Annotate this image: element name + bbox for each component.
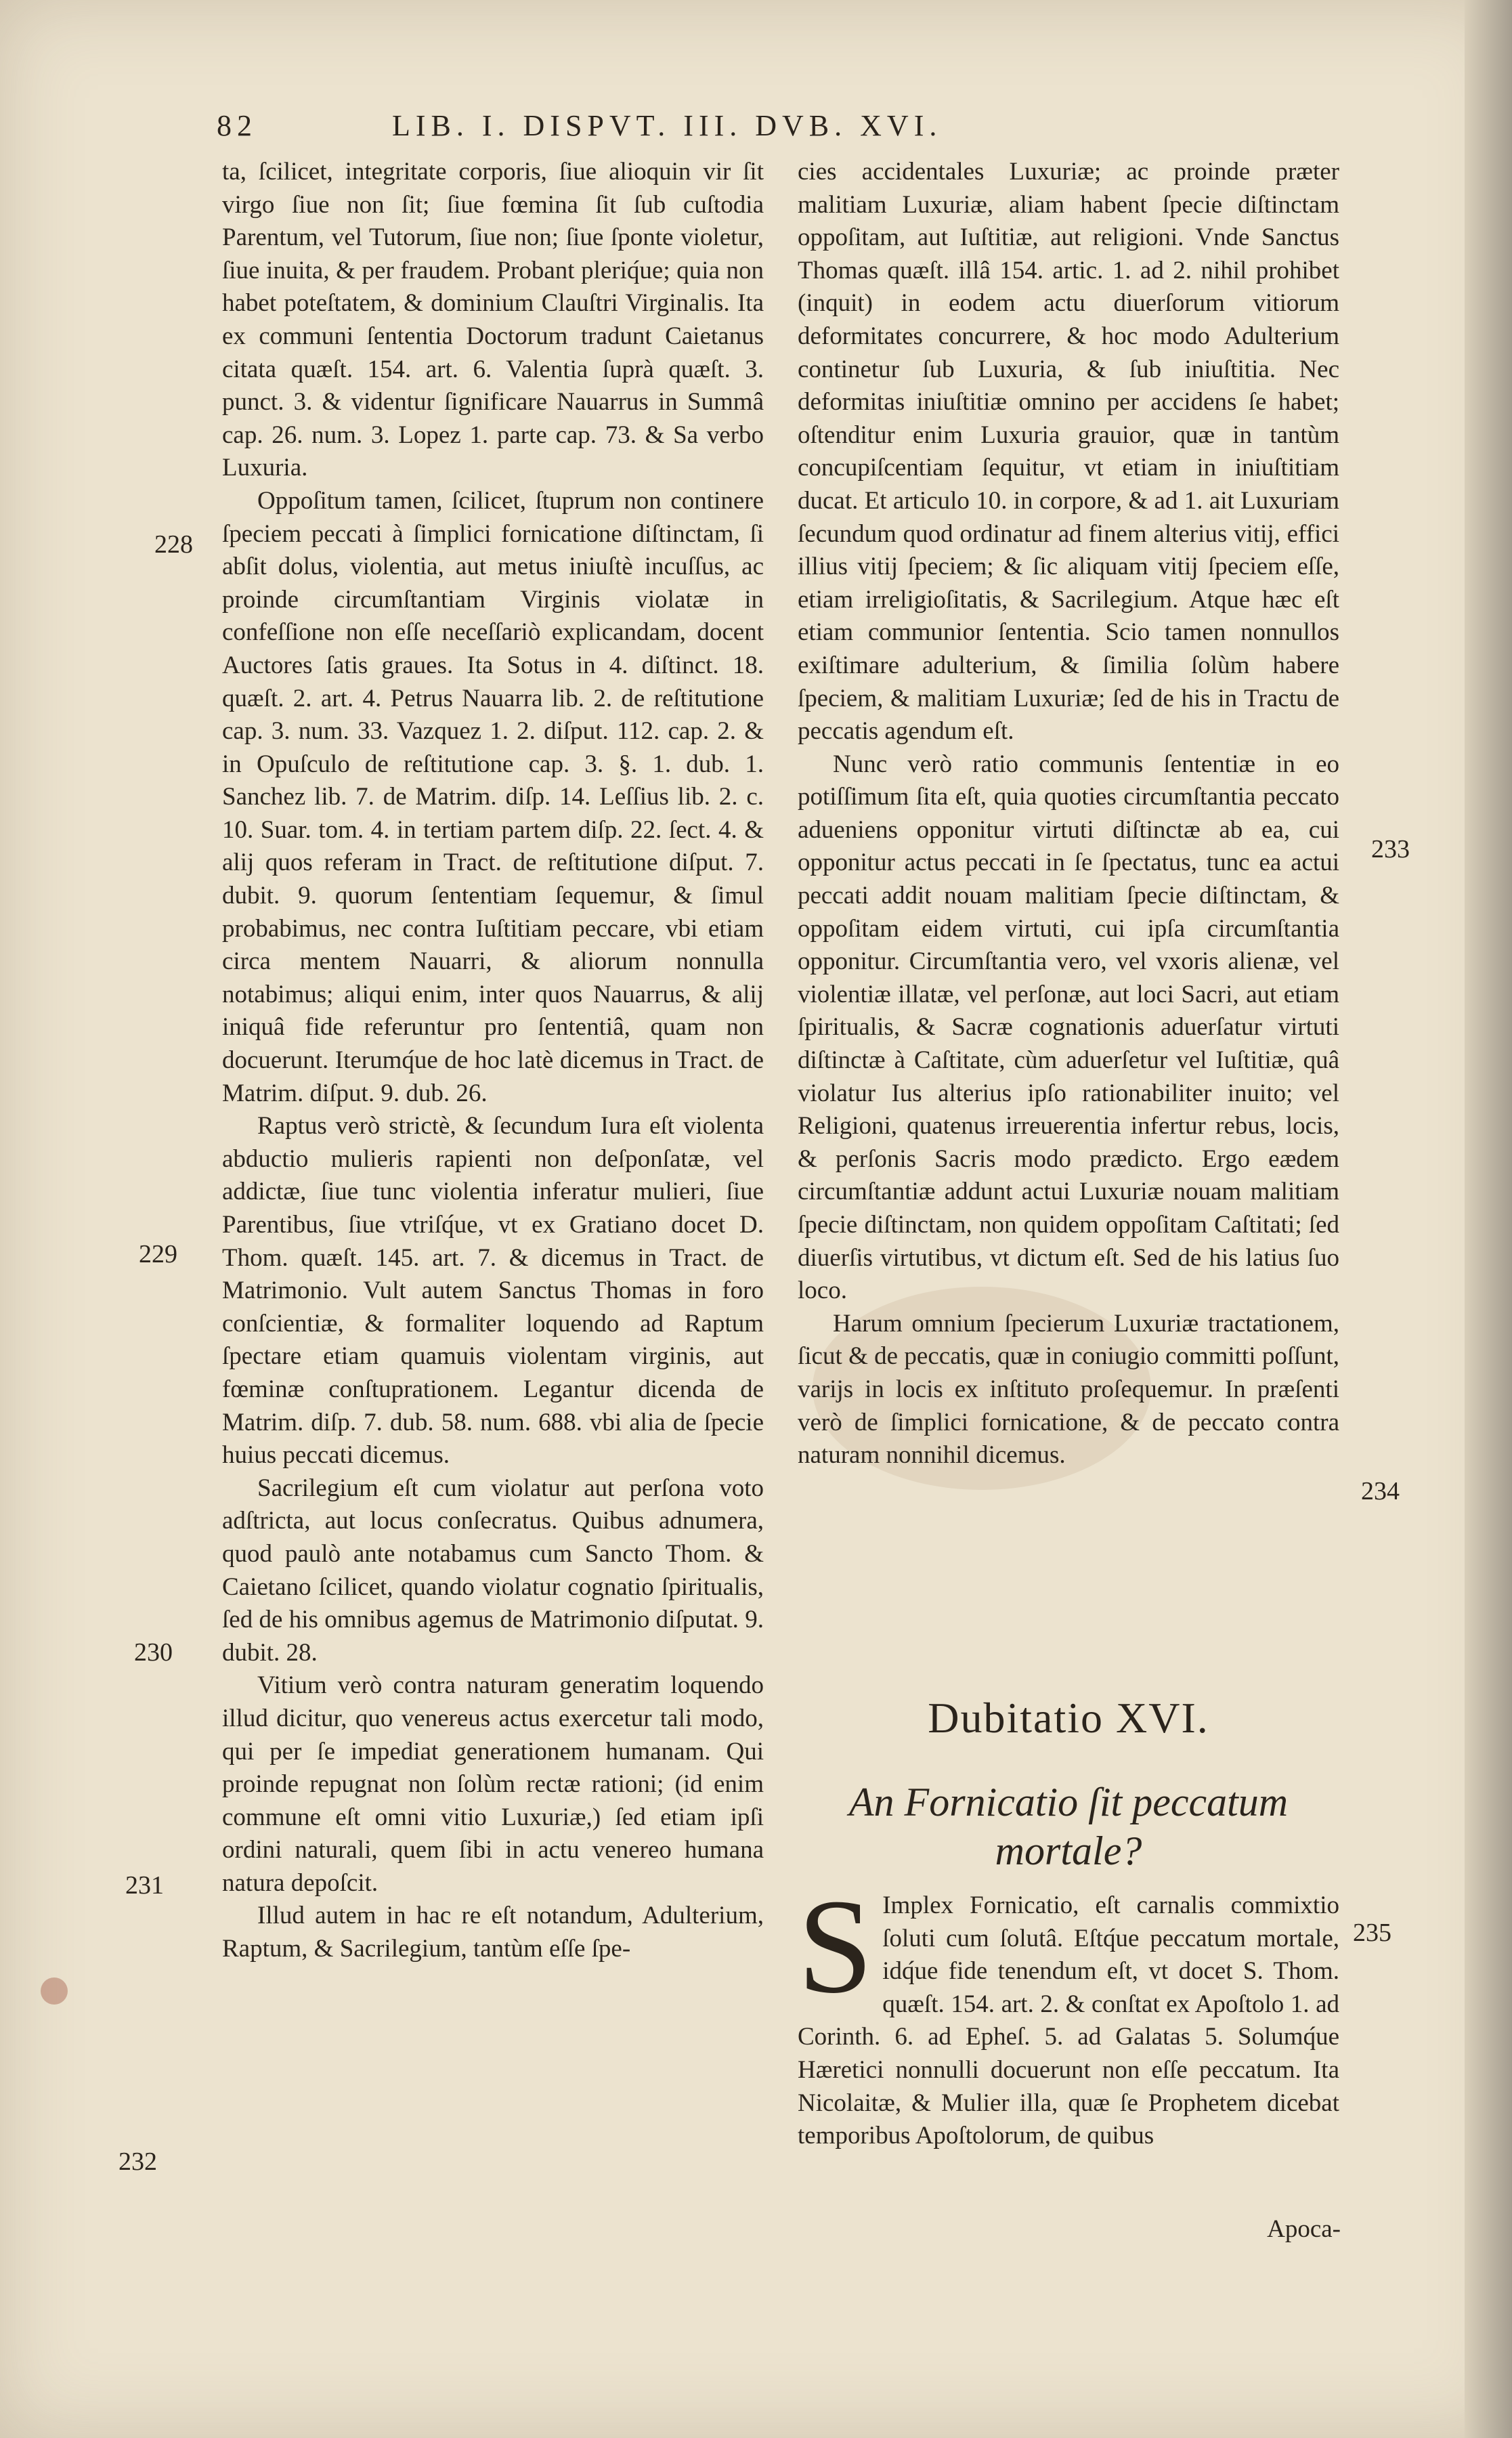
paragraph: ta, ſcilicet, integritate corporis, ſiue alioquin vir ſit virgo ſiue non ſit; ſiue fœmina ſit ſub cuſtodia Parentum, vel Tutorum, ſiue non; ſiue ſponte violetur, ſiue inuita, & per fraudem. Probant pleriq́ue; quia non habet poteſtatem, & dominium Clauſtri Virginalis. Ita ex communi ſententia Doctorum tradunt Caietanus citata quæſt. 154. art. 6. Valentia ſuprà quæſt. 3. punct. 3. & videntur ſignificare Nauarrus in Summâ cap. 26. num. 3. Lopez 1. parte cap. 73. & Sa verbo Luxuria. xyxy=(222,158,764,482)
paragraph: Nunc verò ratio communis ſententiæ in eo potiſſimum ſita eſt, quia quoties circumſtantia peccato adueniens opponitur virtuti diſtinctæ ab ea, cui opponitur actus peccati in ſe ſpectatus, tunc ea actui peccati addit nouam malitiam ſpecie diſtinctam, & oppoſitam eidem virtuti, cui ipſa circumſtantia opponitur. Circumſtantia vero, vel vxoris alienæ, vel violentiæ illatæ, vel perſonæ, aut loci Sacri, aut etiam ſpiritualis, & Sacræ cognationis aduerſatur virtuti diſtinctæ à Caſtitate, cùm aduerſetur vel Iuſtitiæ, quâ violatur Ius alterius ipſo rationabiliter inuito; vel Religioni, quatenus irreuerentia infertur rebus, locis, & perſonis Sacris modo prædicto. Ergo eædem circumſtantiæ addunt actui Luxuriæ nouam malitiam ſpecie diſtinctam, non quidem oppoſitam Caſtitati; ſed diuerſis virtutibus, vt dictum eſt. Sed de his latius ſuo loco. xyxy=(798,750,1339,1305)
margin-number: 235 xyxy=(1353,1919,1391,1947)
question-line: mortale? xyxy=(995,1828,1142,1873)
margin-number: 231 xyxy=(125,1871,164,1900)
section-heading: Dubitatio XVI. xyxy=(928,1694,1209,1742)
margin-number: 233 xyxy=(1371,835,1410,863)
page-number: 82 xyxy=(217,109,257,142)
paragraph: Oppoſitum tamen, ſcilicet, ſtuprum non continere ſpeciem peccati à ſimplici fornicatione diſtinctam, ſi abſit dolus, violentia, aut metus iniuſtè incuſſus, ac proinde circumſtantiam Virginis violatæ in confeſſione non eſſe neceſſariò explicandam, docent Auctores ſatis graues. Ita Sotus in 4. diſtinct. 18. quæſt. 2. art. 4. Petrus Nauarra lib. 2. de reſtitutione cap. 3. num. 33. Vazquez 1. 2. diſput. 112. cap. 2. & in Opuſculo de reſtitutione cap. 3. §. 1. dub. 1. Sanchez lib. 7. de Matrim. diſp. 14. Leſſius lib. 2. c. 10. Suar. tom. 4. in tertiam partem diſp. 22. ſect. 4. & alij quos referam in Tract. de reſtitutione diſput. 7. dubit. 9. quorum ſententiam ſequemur, & ſimul probabimus, nec contra Iuſtitiam peccare, vbi etiam circa mentem Nauarri, & aliorum nonnulla notabimus; aliqui enim, inter quos Nauarrus, & alij iniquâ fide referuntur pro ſententiâ, quam non docuerunt. Iterumq́ue de hoc latè dicemus in Tract. de Matrim. diſput. 9. dub. 26. xyxy=(222,486,764,1107)
paragraph: Raptus verò strictè, & ſecundum Iura eſt violenta abductio mulieris rapienti non deſponſatæ, vel addictæ, ſiue tunc violentia inferatur mulieri, ſiue Parentibus, ſiue vtriſq́ue, vt ex Gratiano docet D. Thom. quæſt. 145. art. 7. & dicemus in Tract. de Matrimonio. Vult autem Sanctus Thomas in foro conſcientiæ, & formaliter loquendo ad Raptum ſpectare etiam quamuis violentam virginis, aut fœminæ conſtuprationem. Legantur dicenda de Matrim. diſp. 7. dub. 58. num. 688. vbi alia de ſpecie huius peccati dicemus. xyxy=(222,1112,764,1470)
running-title: LIB. I. DISPVT. III. DVB. XVI. xyxy=(392,109,943,142)
paragraph: Harum omnium ſpecierum Luxuriæ tractationem, ſicut & de peccatis, quæ in coniugio committi poſſunt, varijs in locis ex inſtituto proſequemur. In præſenti verò de ſimplici fornicatione, & de peccato contra naturam nonnihil dicemus. xyxy=(798,1309,1339,1470)
margin-number: 230 xyxy=(134,1638,173,1667)
paper-stain xyxy=(41,1977,68,2005)
paragraph: Illud autem in hac re eſt notandum, Adulterium, Raptum, & Sacrilegium, tantùm eſſe ſpe- xyxy=(222,1902,764,1963)
section-question xyxy=(798,1778,1339,1875)
left-column xyxy=(222,156,764,1966)
question-line: An Fornicatio ſit peccatum xyxy=(848,1780,1289,1824)
margin-number: 234 xyxy=(1361,1477,1400,1505)
drop-cap: S xyxy=(798,1872,873,2022)
right-column xyxy=(798,156,1339,1472)
catchword: Apoca- xyxy=(1267,2215,1341,2243)
paragraph: Vitium verò contra naturam generatim loquendo illud dicitur, quo venereus actus exercetur tali modo, qui per ſe impediat generationem humanam. Qui proinde repugnat non ſolùm rectæ rationi; (id enim commune eſt omni vitio Luxuriæ,) ſed etiam ipſi ordini naturali, quem ſibi in actu venereo humana natura depoſcit. xyxy=(222,1671,764,1897)
running-header xyxy=(217,108,1097,143)
paragraph: Sacrilegium eſt cum violatur aut perſona voto adſtricta, aut locus conſecratus. Quibus adnumera, quod paulò ante notabamus cum Sancto Thom. & Caietano ſcilicet, quando violatur cognatio ſpiritualis, ſed de his omnibus agemus de Matrimonio diſputat. 9. dubit. 28. xyxy=(222,1474,764,1667)
margin-number: 228 xyxy=(154,530,193,559)
page-spine-edge xyxy=(1465,0,1512,2438)
paragraph: cies accidentales Luxuriæ; ac proinde præter malitiam Luxuriæ, aliam habent ſpecie diſtinctam oppoſitam, aut Iuſtitiæ, aut religioni. Vnde Sanctus Thomas quæſt. illâ 154. artic. 1. ad 2. nihil prohibet (inquit) in eodem actu diuerſorum vitiorum deformitates concurrere, & hoc modo Adulterium continetur ſub Luxuria, & ſub iniuſtitia. Nec deformitas iniuſtitiæ omnino per accidens ſe habet; oſtenditur enim Luxuria grauior, quæ in tantùm concupiſcentiam ſequitur, vt etiam in iniuſtitiam ducat. Et articulo 10. in corpore, & ad 1. ait Luxuriam ſecundum quod ordinatur ad finem alterius vitij, effici illius vitij ſpeciem; & ſic aliquam vitij ſpeciem eſſe, etiam irreligioſitatis, & Sacrilegium. Atque hæc eſt etiam communior ſententia. Scio tamen nonnullos exiſtimare adulterium, & ſimilia ſolùm habere ſpeciem, & malitiam Luxuriæ; ſed de his in Tractu de peccatis agendum eſt. xyxy=(798,158,1339,746)
margin-number: 229 xyxy=(139,1240,177,1268)
margin-number: 232 xyxy=(118,2147,157,2176)
section-body xyxy=(798,1872,1339,2153)
section-body-text: Implex Fornicatio, eſt carnalis commixtio ſoluti cum ſolutâ. Eſtq́ue peccatum mortale, idq́ue fide tenendum eſt, vt docet S. Thom. quæſt. 154. art. 2. & conſtat ex Apoſtolo 1. ad Corinth. 6. ad Epheſ. 5. ad Galatas 5. Solumq́ue Hæretici nonnulli docuerunt non eſſe peccatum. Ita Nicolaitæ, & Mulier illa, quæ ſe Prophetem dicebat temporibus Apoſtolorum, de quibus xyxy=(798,1891,1339,2150)
